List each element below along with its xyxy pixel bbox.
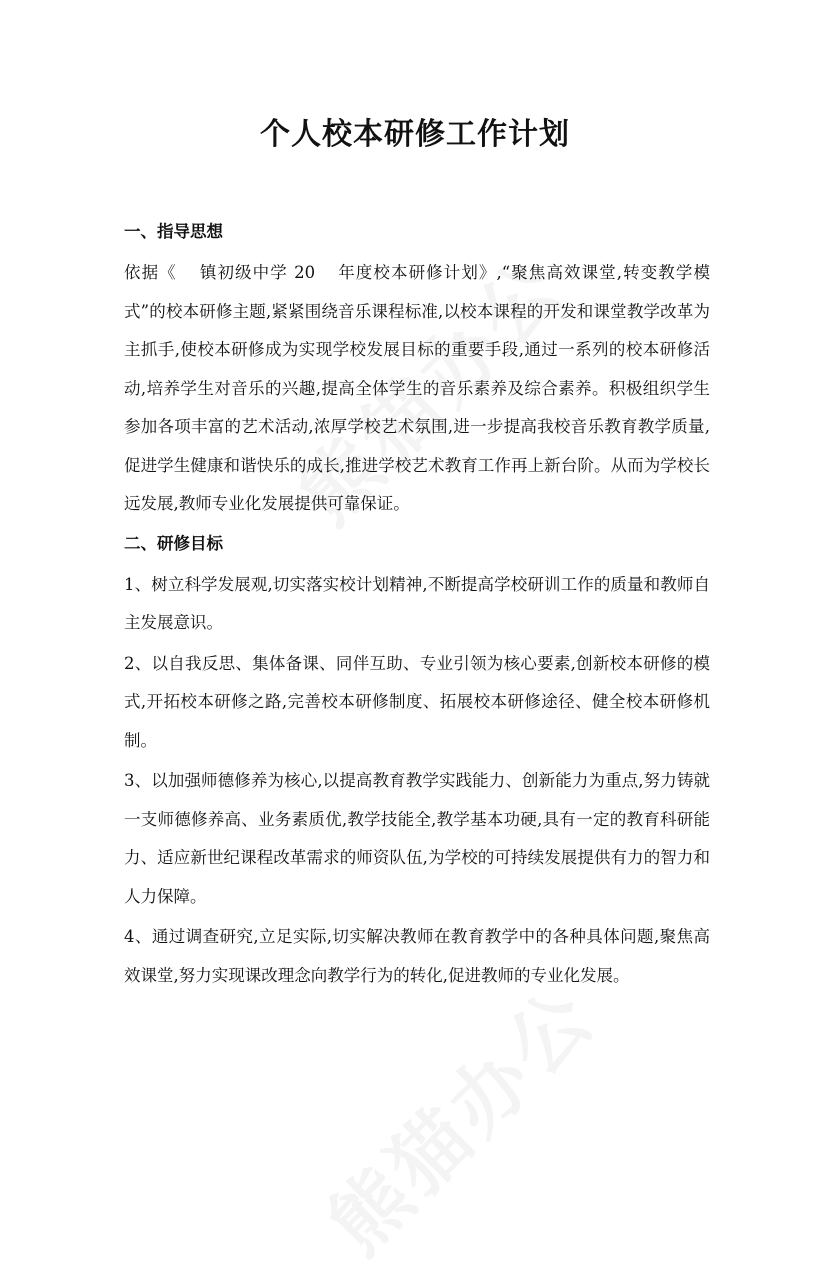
paragraph-prefix: 依据《 [124,263,177,282]
paragraph-text: 年度校本研修计划》,“聚焦高效课堂,转变教学模式”的校本研修主题,紧紧围绕音乐课程标准,以校本课程的开发和课堂教学改革为主抓手,使校本研修成为实现学校发展目标的重要手段,通过一系列的校本研修活动,培养学生对音乐的兴趣,提高全体学生的音乐素养及综合素养。积极组织学生参加各项丰富的艺术活动,浓厚学校艺术氛围,进一步提高我校音乐教育教学质量,促进学生健康和谐快乐的成长,推进学校艺术教育工作再上新台阶。从而为学校长远发展,教师专业化发展提供可靠保证。 [124,263,710,513]
document-title: 个人校本研修工作计划 [260,117,570,152]
goal-item-4: 4、通过调查研究,立足实际,切实解决教师在教育教学中的各种具体问题,聚焦高效课堂,努力实现课改理念向教学行为的转化,促进教师的专业化发展。 [124,927,710,985]
watermark [300,958,617,1274]
goal-item-2: 2、以自我反思、集体备课、同伴互助、专业引领为核心要素,创新校本研修的模式,开拓校本研修之路,完善校本研修制度、拓展校本研修途径、健全校本研修机制。 [124,653,710,750]
goal-item-3: 3、以加强师德修养为核心,以提高教育教学实践能力、创新能力为重点,努力铸就一支师德修养高、业务素质优,教学技能全,教学基本功硬,具有一定的教育科研能力、适应新世纪课程改革需求的师资队伍,为学校的可持续发展提供有力的智力和人力保障。 [124,771,710,906]
section-heading-guiding-ideology: 一、指导思想 [124,222,223,241]
document-body [124,214,710,995]
section-heading-research-goals: 二、研修目标 [124,533,223,553]
paragraph-guiding-ideology [124,254,710,524]
school-name: 镇初级中学 20 [198,263,316,282]
goal-item-1: 1、树立科学发展观,切实落实校计划精神,不断提高学校研训工作的质量和教师自主发展意识。 [124,574,710,632]
